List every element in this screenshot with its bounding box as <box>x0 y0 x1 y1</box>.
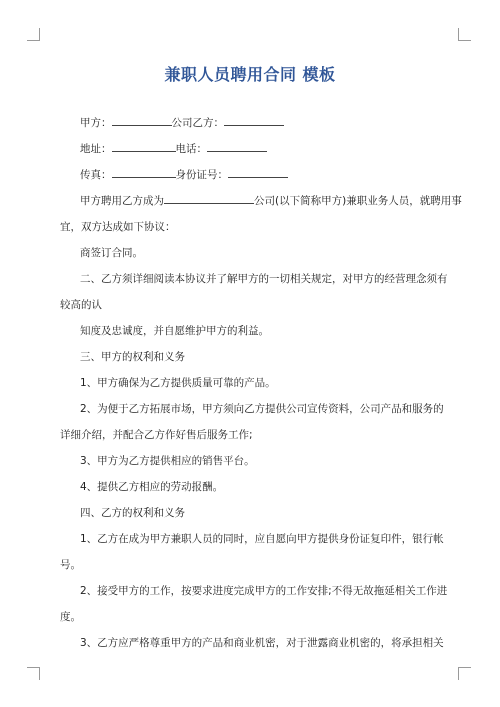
list-item: 1、甲方确保为乙方提供质量可靠的产品。 <box>80 377 276 389</box>
list-item-continued: 号。 <box>60 559 81 571</box>
paragraph-line: 知度及忠诚度，并自愿维护甲方的利益。 <box>80 325 269 337</box>
blank-address[interactable] <box>112 140 176 152</box>
section-heading: 三、甲方的权利和义务 <box>80 351 185 363</box>
list-item-continued: 详细介绍，并配合乙方作好售后服务工作; <box>60 429 253 441</box>
list-item: 3、甲方为乙方提供相应的销售平台。 <box>80 455 255 467</box>
label-phone: 电话： <box>175 143 207 155</box>
blank-id[interactable] <box>228 166 288 178</box>
blank-company-b[interactable] <box>224 114 284 126</box>
label-id: 身份证号： <box>175 169 228 181</box>
list-item: 3、乙方应严格尊重甲方的产品和商业机密，对于泄露商业机密的，将承担相关 <box>80 637 444 649</box>
crop-mark-top-left <box>27 28 40 41</box>
list-item: 4、提供乙方相应的劳动报酬。 <box>80 481 224 493</box>
blank-fax[interactable] <box>112 166 176 178</box>
paragraph-line: 二、乙方须详细阅读本协议并了解甲方的一切相关规定，对甲方的经营理念须有 <box>80 273 448 285</box>
paragraph-line: 商签订合同。 <box>80 247 143 259</box>
label-company-b: 公司乙方： <box>171 117 224 129</box>
crop-mark-top-right <box>458 28 471 41</box>
paragraph-line: 宜，双方达成如下协议： <box>60 221 176 233</box>
list-item: 2、接受甲方的工作，按要求进度完成甲方的工作安排;不得无故拖延相关工作进 <box>80 585 448 597</box>
label-address: 地址： <box>80 143 112 155</box>
blank-party-a[interactable] <box>112 114 172 126</box>
text-segment: 甲方聘用乙方成为 <box>80 195 164 207</box>
paragraph-line <box>60 192 462 218</box>
document-body <box>60 114 462 660</box>
label-party-a: 甲方： <box>80 117 112 129</box>
field-row-party <box>60 114 438 140</box>
list-item-continued: 度。 <box>60 611 81 623</box>
label-fax: 传真： <box>80 169 112 181</box>
crop-mark-bottom-left <box>27 667 40 680</box>
field-row-fax <box>60 166 438 192</box>
field-row-address <box>60 140 438 166</box>
crop-mark-bottom-right <box>458 667 471 680</box>
text-segment: 公司(以下简称甲方)兼职业务人员，就聘用事 <box>254 195 462 207</box>
document-title: 兼职人员聘用合同 模板 <box>164 65 336 84</box>
blank-company[interactable] <box>164 192 254 204</box>
paragraph-line: 较高的认 <box>60 299 102 311</box>
blank-phone[interactable] <box>207 140 267 152</box>
section-heading: 四、乙方的权利和义务 <box>80 507 185 519</box>
list-item: 2、为便于乙方拓展市场，甲方须向乙方提供公司宣传资料，公司产品和服务的 <box>80 403 444 415</box>
list-item: 1、乙方在成为甲方兼职人员的同时，应自愿向甲方提供身份证复印件，银行帐 <box>80 533 444 545</box>
